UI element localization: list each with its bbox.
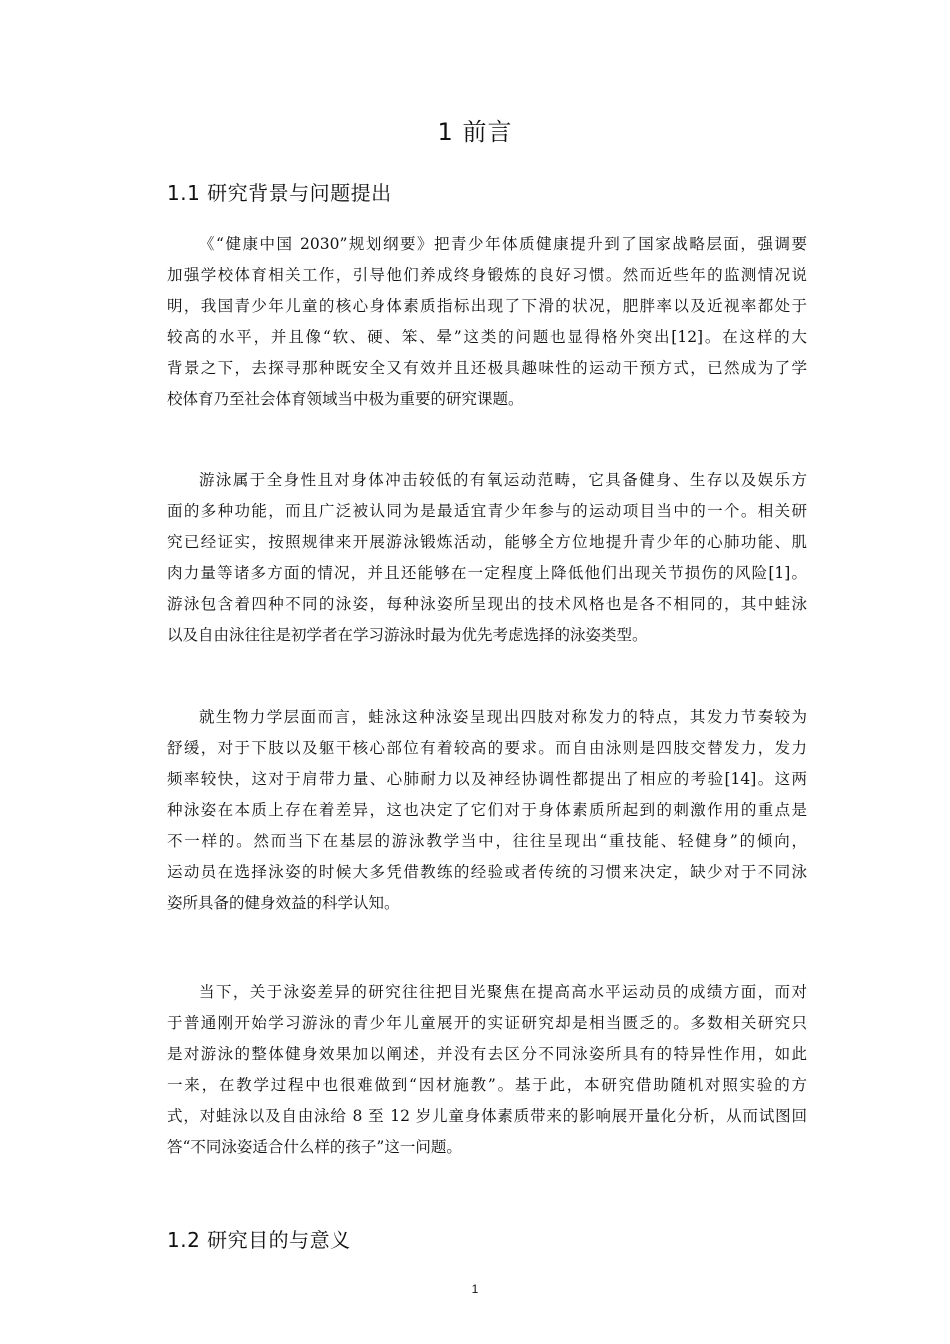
paragraph-line: 游泳属于全身性且对身体冲击较低的有氧运动范畴，它具备健身、生存以及娱乐方: [199, 471, 807, 489]
paragraph-line: 舒缓，对于下肢以及躯干核心部位有着较高的要求。而自由泳则是四肢交替发力，发力: [167, 739, 807, 757]
paragraph-line: 式，对蛙泳以及自由泳给 8 至 12 岁儿童身体素质带来的影响展开量化分析，从而试图回: [167, 1107, 807, 1125]
paragraph-line: 姿所具备的健身效益的科学认知。: [167, 894, 400, 912]
paragraph-line: 以及自由泳往往是初学者在学习游泳时最为优先考虑选择的泳姿类型。: [167, 626, 648, 644]
paragraph-line: 加强学校体育相关工作，引导他们养成终身锻炼的良好习惯。然而近些年的监测情况说: [167, 266, 807, 284]
paragraph-line: 当下，关于泳姿差异的研究往往把目光聚焦在提高高水平运动员的成绩方面，而对: [199, 983, 807, 1001]
paragraph-line: 较高的水平，并且像“软、硬、笨、晕”这类的问题也显得格外突出[12]。在这样的大: [167, 328, 807, 346]
paragraph-line: 频率较快，这对于肩带力量、心肺耐力以及神经协调性都提出了相应的考验[14]。这两: [167, 770, 807, 788]
page-number: 1: [471, 1282, 479, 1296]
section-heading-1-1: 1.1 研究背景与问题提出: [167, 181, 392, 205]
paragraph-line: 一来，在教学过程中也很难做到“因材施教”。基于此，本研究借助随机对照实验的方: [167, 1076, 807, 1094]
paragraph-line: 于普通刚开始学习游泳的青少年儿童展开的实证研究却是相当匮乏的。多数相关研究只: [167, 1014, 807, 1032]
paragraph-line: 背景之下，去探寻那种既安全又有效并且还极具趣味性的运动干预方式，已然成为了学: [167, 359, 807, 377]
paragraph-line: 不一样的。然而当下在基层的游泳教学当中，往往呈现出“重技能、轻健身”的倾向，: [167, 832, 807, 850]
paragraph-line: 究已经证实，按照规律来开展游泳锻炼活动，能够全方位地提升青少年的心肺功能、肌: [167, 533, 807, 551]
section-heading-1-2: 1.2 研究目的与意义: [167, 1228, 351, 1252]
paragraph-line: 就生物力学层面而言，蛙泳这种泳姿呈现出四肢对称发力的特点，其发力节奏较为: [199, 708, 807, 726]
paragraph-line: 校体育乃至社会体育领域当中极为重要的研究课题。: [167, 390, 524, 408]
paragraph-1: [167, 229, 807, 415]
paragraph-line: 答“不同泳姿适合什么样的孩子”这一问题。: [167, 1138, 462, 1156]
paragraph-line: 运动员在选择泳姿的时候大多凭借教练的经验或者传统的习惯来决定，缺少对于不同泳: [167, 863, 807, 881]
paragraph-4: [167, 977, 807, 1163]
paragraph-line: 是对游泳的整体健身效果加以阐述，并没有去区分不同泳姿所具有的特异性作用，如此: [167, 1045, 807, 1063]
paragraph-3: [167, 702, 807, 919]
paragraph-line: 《“健康中国 2030”规划纲要》把青少年体质健康提升到了国家战略层面，强调要: [199, 235, 807, 253]
paragraph-line: 明，我国青少年儿童的核心身体素质指标出现了下滑的状况，肥胖率以及近视率都处于: [167, 297, 807, 315]
paragraph-line: 面的多种功能，而且广泛被认同为是最适宜青少年参与的运动项目当中的一个。相关研: [167, 502, 807, 520]
paragraph-2: [167, 465, 807, 651]
paragraph-line: 种泳姿在本质上存在着差异，这也决定了它们对于身体素质所起到的刺激作用的重点是: [167, 801, 807, 819]
paragraph-line: 肉力量等诸多方面的情况，并且还能够在一定程度上降低他们出现关节损伤的风险[1]。: [167, 564, 807, 582]
chapter-title: 1 前言: [437, 118, 513, 146]
paragraph-line: 游泳包含着四种不同的泳姿，每种泳姿所呈现出的技术风格也是各不相同的，其中蛙泳: [167, 595, 807, 613]
